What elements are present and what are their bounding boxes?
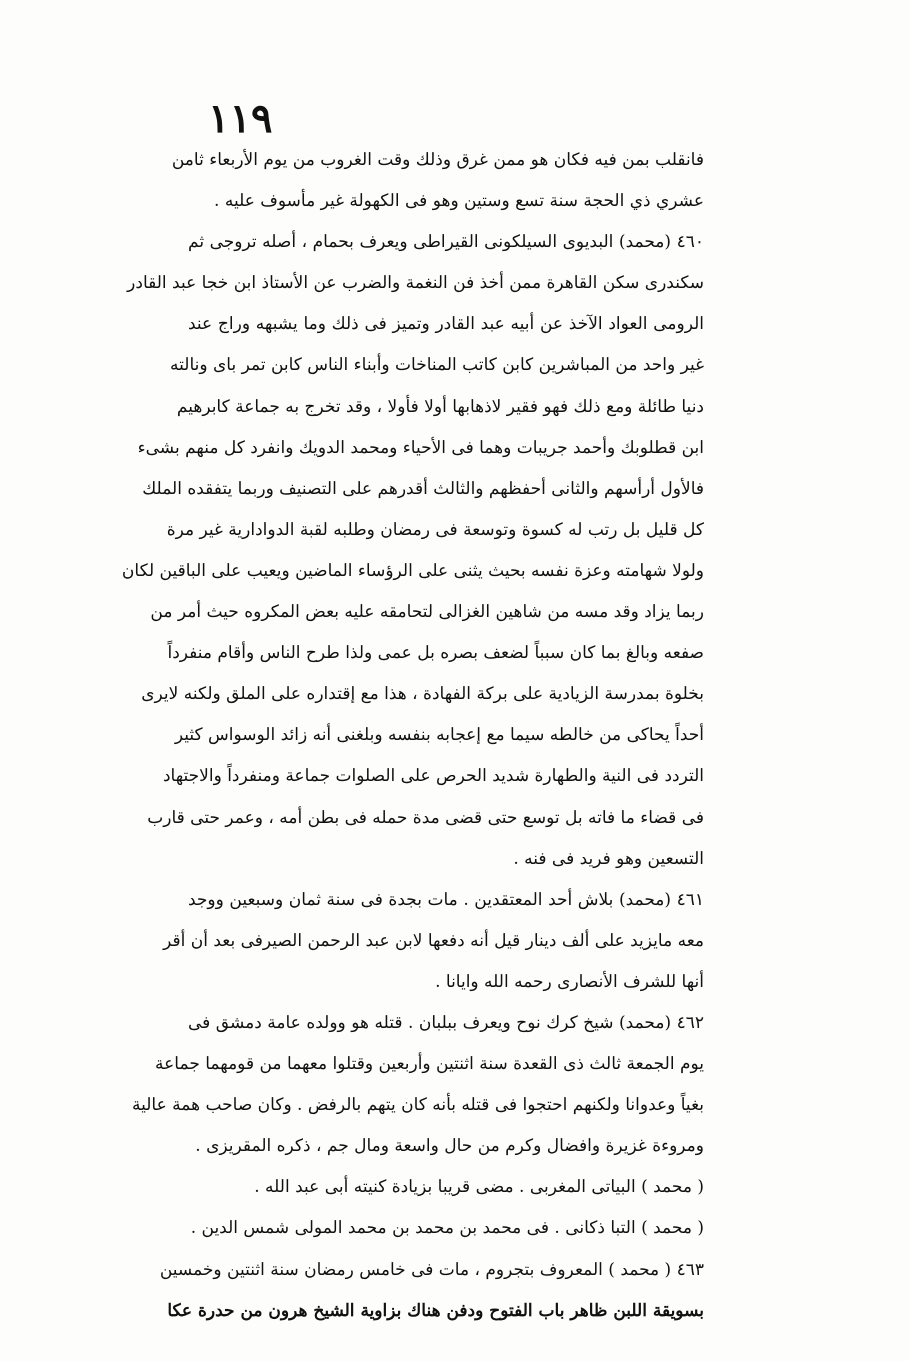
text-line: التردد فى النية والطهارة شديد الحرص على الصلوات جماعة ومنفرداً والاجتهاد [162, 766, 704, 787]
text-line: غير واحد من المباشرين كابن كاتب المناخات وأبناء الناس كابن تمر باى ونالته [170, 355, 704, 376]
text-line: بخلوة بمدرسة الزيادية على بركة الفهادة ، هذا مع إقتداره على الملق ولكنه لايرى [141, 684, 704, 705]
text-line: يوم الجمعة ثالث ذى القعدة سنة اثنتين وأربعين وقتلوا معهما من قومهما جماعة [155, 1054, 704, 1075]
text-line: دنيا طائلة ومع ذلك فهو فقير لاذهابها أولا فأولا ، وقد تخرج به جماعة كابرهيم [176, 396, 704, 417]
text-line: فانقلب بمن فيه فكان هو ممن غرق وذلك وقت الغروب من يوم الأربعاء ثامن [171, 150, 704, 170]
text-line: ربما يزاد وقد مسه من شاهين الغزالى لتحامقه عليه بعض المكروه حيث أمر من [150, 602, 704, 623]
entry-463-line: ٤٦٣ ( محمد ) المعروف بتجروم ، مات فى خامس رمضان سنة اثنتين وخمسين [159, 1259, 704, 1280]
text-line: صفعه وبالغ بما كان سبباً لضعف بصره بل عمى ولذا طرح الناس وأقام منفرداً [167, 643, 704, 664]
text-line: كل قليل بل رتب له كسوة وتوسعة فى رمضان وطلبه لقبة الدوادارية غير مرة [166, 519, 704, 540]
text-line: الرومى العواد الآخذ عن أبيه عبد القادر وتميز فى ذلك وما يشبهه وراج عند [188, 314, 704, 335]
text-line: بسويقة اللبن ظاهر باب الفتوح ودفن هناك بزاوية الشيخ هرون من حدرة عكا [167, 1300, 704, 1321]
text-line: فالأول أرأسهم والثانى أحفظهم والثالث أقدرهم على التصنيف وربما يتفقده الملك [142, 478, 704, 499]
text-line: التسعين وهو فريد فى فنه . [513, 848, 704, 869]
entry-461-line: ٤٦١ (محمد) بلاش أحد المعتقدين . مات بجدة فى سنة ثمان وسبعين ووجد [188, 889, 704, 910]
text-line: سكندرى سكن القاهرة ممن أخذ فن النغمة والضرب عن الأستاذ ابن خجا عبد القادر [127, 273, 704, 294]
text-line: ولولا شهامته وعزة نفسه بحيث يثنى على الرؤساء الماضين ويعيب على الباقين لكان [121, 560, 704, 581]
entry-460-line: ٤٦٠ (محمد) البديوى السيلكونى القيراطى ويعرف بحمام ، أصله تروجى ثم [188, 232, 704, 253]
cross-reference-line: ( محمد ) التبا ذكانى . فى محمد بن محمد بن محمد المولى شمس الدين . [190, 1218, 704, 1239]
text-line: بغياً وعدوانا ولكنهم احتجوا فى قتله بأنه كان يتهم بالرفض . وكان صاحب همة عالية [132, 1095, 704, 1116]
text-line: عشري ذي الحجة سنة تسع وستين وهو فى الكهولة غير مأسوف عليه . [214, 191, 704, 212]
text-line: ابن قطلوبك وأحمد جريبات وهما فى الأحياء ومحمد الدويك وانفرد كل منهم بشىء [137, 437, 704, 458]
text-line: أنها للشرف الأنصارى رحمه الله وايانا . [435, 971, 704, 992]
entry-462-line: ٤٦٢ (محمد) شيخ كرك نوح ويعرف ببلبان . قتله هو وولده عامة دمشق فى [188, 1012, 704, 1033]
text-line: معه مايزيد على ألف دينار قيل أنه دفعها لابن عبد الرحمن الصيرفى بعد أن أقر [163, 930, 704, 951]
cross-reference-line: ( محمد ) البياتى المغربى . مضى قريبا بزيادة كنيته أبى عبد الله . [254, 1177, 704, 1198]
text-line: ومروءة غزيرة وافضال وكرم من حال واسعة ومال جم ، ذكره المقريزى . [195, 1136, 704, 1157]
text-line: أحداً يحاكى من خالطه سيما مع إعجابه بنفسه وبلغنى أنه زائد الوسواس كثير [174, 725, 704, 746]
body-text [121, 140, 704, 1332]
page-number: ١١٩ [208, 95, 273, 142]
text-line: فى قضاء ما فاته بل توسع حتى قضى مدة حمله فى بطن أمه ، وعمر حتى قارب [147, 807, 704, 828]
